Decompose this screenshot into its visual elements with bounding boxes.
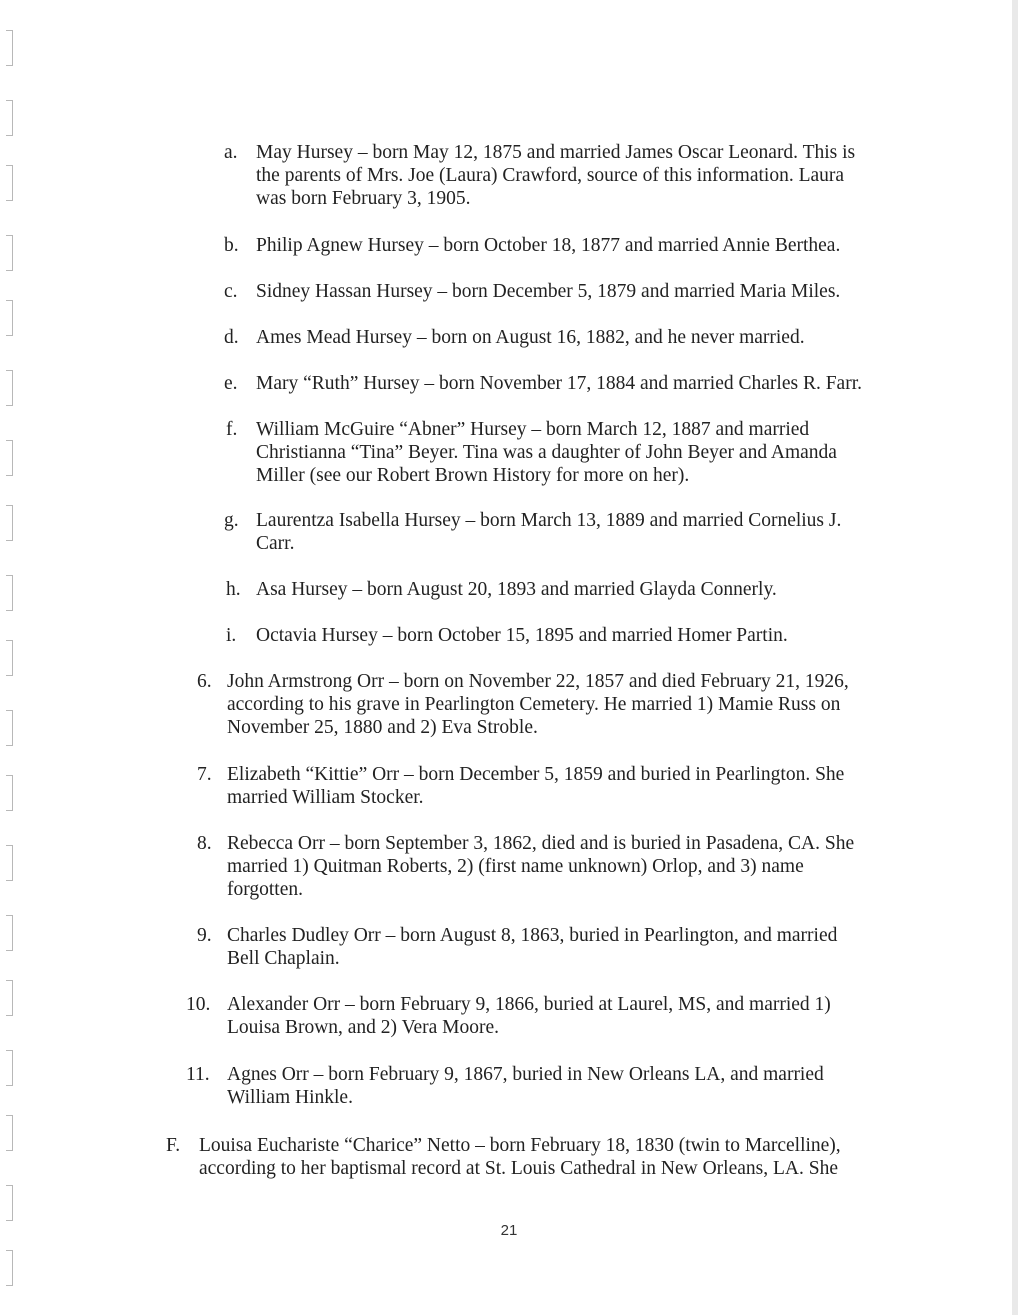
list-item-text — [227, 924, 837, 970]
text-line: according to her baptismal record at St. Louis Cathedral in New Orleans, LA. She — [199, 1158, 838, 1179]
list-item-text — [256, 418, 837, 487]
list-item-text — [256, 578, 777, 601]
text-line: November 25, 1880 and 2) Eva Stroble. — [227, 717, 538, 738]
list-item-text — [256, 141, 855, 210]
text-line: was born February 3, 1905. — [256, 188, 471, 209]
text-line: May Hursey – born May 12, 1875 and married James Oscar Leonard. This is — [256, 142, 856, 163]
text-line: Octavia Hursey – born October 15, 1895 and married Homer Partin. — [256, 625, 788, 646]
binder-mark — [6, 710, 13, 746]
list-item-marker: F. — [166, 1135, 181, 1156]
text-line: William Hinkle. — [227, 1087, 353, 1108]
list-item-text — [256, 509, 841, 555]
text-line: Asa Hursey – born August 20, 1893 and married Glayda Connerly. — [256, 579, 777, 600]
text-line: Louisa Euchariste “Charice” Netto – born February 18, 1830 (twin to Marcelline), — [199, 1135, 841, 1156]
binder-mark — [6, 1185, 13, 1221]
list-item-marker: 8. — [197, 833, 212, 854]
binder-hole-marks — [6, 0, 16, 1315]
list-item-text — [256, 372, 862, 395]
text-line: married 1) Quitman Roberts, 2) (first name unknown) Orlop, and 3) name — [227, 856, 804, 877]
text-line: Miller (see our Robert Brown History for more on her). — [256, 465, 690, 486]
binder-mark — [6, 1050, 13, 1086]
text-line: Ames Mead Hursey – born on August 16, 1882, and he never married. — [256, 327, 805, 348]
list-item-marker: 10. — [186, 994, 211, 1015]
text-line: Agnes Orr – born February 9, 1867, buried in New Orleans LA, and married — [227, 1064, 824, 1085]
list-item-marker: e. — [224, 373, 238, 394]
binder-mark — [6, 1250, 13, 1286]
list-item-marker: b. — [224, 235, 239, 256]
binder-mark — [6, 370, 13, 406]
text-line: Sidney Hassan Hursey – born December 5, 1879 and married Maria Miles. — [256, 281, 841, 302]
binder-mark — [6, 440, 13, 476]
list-item-marker: a. — [224, 142, 238, 163]
binder-mark — [6, 300, 13, 336]
list-item-text — [227, 993, 831, 1039]
list-item-text — [256, 326, 805, 349]
text-line: Laurentza Isabella Hursey – born March 13, 1889 and married Cornelius J. — [256, 510, 842, 531]
binder-mark — [6, 235, 13, 271]
binder-mark — [6, 575, 13, 611]
binder-mark — [6, 775, 13, 811]
binder-mark — [6, 505, 13, 541]
list-item-marker: 11. — [186, 1064, 210, 1085]
list-item-marker: c. — [224, 281, 238, 302]
text-line: Philip Agnew Hursey – born October 18, 1877 and married Annie Berthea. — [256, 235, 841, 256]
list-item-text — [256, 234, 840, 257]
text-line: John Armstrong Orr – born on November 22, 1857 and died February 21, 1926, — [227, 671, 849, 692]
page-edge-shadow — [1012, 0, 1018, 1315]
list-item-text — [227, 763, 844, 809]
text-line: according to his grave in Pearlington Cemetery. He married 1) Mamie Russ on — [227, 694, 841, 715]
text-line: Elizabeth “Kittie” Orr – born December 5, 1859 and buried in Pearlington. She — [227, 764, 845, 785]
binder-mark — [6, 165, 13, 201]
text-line: William McGuire “Abner” Hursey – born March 12, 1887 and married — [256, 419, 810, 440]
text-line: Charles Dudley Orr – born August 8, 1863, buried in Pearlington, and married — [227, 925, 838, 946]
list-item-marker: 6. — [197, 671, 212, 692]
binder-mark — [6, 640, 13, 676]
list-item-text — [227, 670, 849, 739]
list-item-marker: 7. — [197, 764, 212, 785]
list-item-text — [227, 832, 854, 901]
page-number: 21 — [500, 1222, 518, 1239]
binder-mark — [6, 1115, 13, 1151]
list-item-marker: d. — [224, 327, 239, 348]
text-line: Louisa Brown, and 2) Vera Moore. — [227, 1017, 500, 1038]
list-item-marker: g. — [224, 510, 239, 531]
binder-mark — [6, 980, 13, 1016]
binder-mark — [6, 30, 13, 66]
text-line: Mary “Ruth” Hursey – born November 17, 1884 and married Charles R. Farr. — [256, 373, 862, 394]
text-line: Alexander Orr – born February 9, 1866, buried at Laurel, MS, and married 1) — [227, 994, 831, 1015]
binder-mark — [6, 845, 13, 881]
list-item-text — [199, 1134, 841, 1180]
text-line: Carr. — [256, 533, 295, 554]
list-item-marker: h. — [226, 579, 241, 600]
list-item-marker: i. — [226, 625, 237, 646]
list-item-text — [256, 624, 788, 647]
text-line: Christianna “Tina” Beyer. Tina was a daughter of John Beyer and Amanda — [256, 442, 837, 463]
list-item-text — [256, 280, 840, 303]
list-item-marker: f. — [226, 419, 238, 440]
binder-mark — [6, 915, 13, 951]
text-line: Bell Chaplain. — [227, 948, 340, 969]
binder-mark — [6, 100, 13, 136]
text-line: the parents of Mrs. Joe (Laura) Crawford, source of this information. Laura — [256, 165, 845, 186]
text-line: Rebecca Orr – born September 3, 1862, died and is buried in Pasadena, CA. She — [227, 833, 855, 854]
list-item-marker: 9. — [197, 925, 212, 946]
text-line: married William Stocker. — [227, 787, 424, 808]
text-line: forgotten. — [227, 879, 304, 900]
list-item-text — [227, 1063, 824, 1109]
